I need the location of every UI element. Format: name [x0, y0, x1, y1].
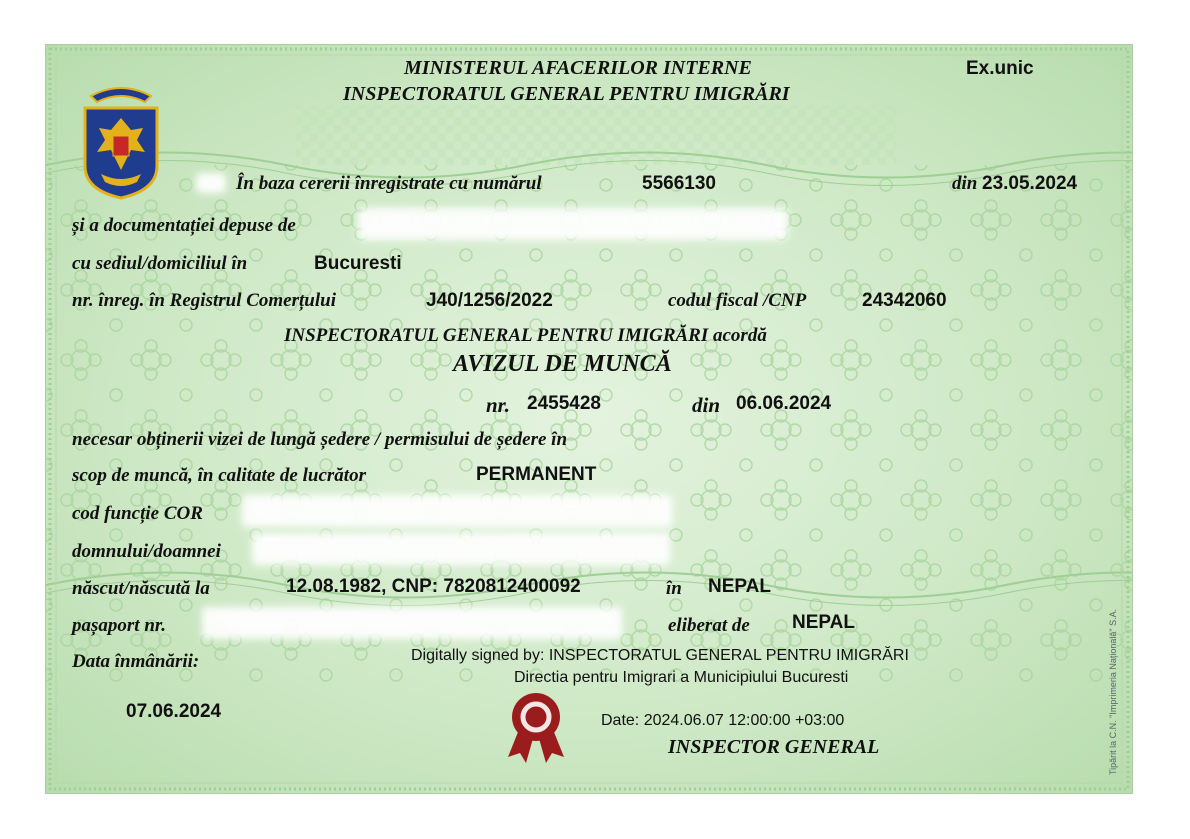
registry-value: J40/1256/2022: [426, 290, 553, 311]
permit-din-label: din: [692, 393, 721, 417]
request-date: 23.05.2024: [982, 173, 1078, 194]
documentation-label: și a documentației depuse de: [72, 215, 296, 236]
signature-date: Date: 2024.06.07 12:00:00 +03:00: [601, 712, 845, 729]
ministry-title: MINISTERUL AFACERILOR INTERNE: [404, 57, 752, 79]
request-number: 5566130: [642, 173, 716, 194]
seat-label: cu sediul/domiciliul în: [72, 253, 248, 274]
permit-title: AVIZUL DE MUNCĂ: [453, 351, 672, 377]
printer-note: Tipărit la C.N. "Imprimeria Națională" S.A.: [1108, 608, 1118, 775]
seat-value: Bucuresti: [314, 253, 402, 274]
cor-label: cod funcție COR: [72, 503, 203, 524]
delivery-label: Data înmânării:: [72, 651, 200, 672]
birth-label: născut/născută la: [72, 578, 210, 599]
work-permit-document: [45, 44, 1133, 794]
fiscal-value: 24342060: [862, 290, 947, 311]
inspectorate-title: INSPECTORATUL GENERAL PENTRU IMIGRĂRI: [343, 83, 790, 105]
fiscal-label: codul fiscal /CNP: [668, 290, 807, 311]
digital-seal-icon: [504, 691, 568, 765]
redacted-passport: [202, 607, 622, 639]
birth-country: NEPAL: [708, 576, 771, 597]
purpose-line-2: scop de muncă, în calitate de lucrător: [72, 465, 366, 486]
signature-line-2: Directia pentru Imigrari a Municipiului Bucuresti: [514, 669, 849, 686]
coat-of-arms-icon: [81, 78, 161, 200]
permit-date: 06.06.2024: [736, 393, 832, 414]
worker-type: PERMANENT: [476, 464, 597, 485]
registry-label: nr. înreg. în Registrul Comerțului: [72, 290, 336, 311]
permit-number: 2455428: [527, 393, 601, 414]
purpose-line-1: necesar obținerii vizei de lungă ședere / permisului de ședere în: [72, 429, 568, 450]
birth-in-label: în: [666, 578, 682, 599]
delivery-date: 07.06.2024: [126, 701, 222, 722]
request-label: În baza cererii înregistrate cu numărul: [236, 173, 542, 194]
signer-role: INSPECTOR GENERAL: [668, 736, 880, 758]
redacted-person: [252, 533, 670, 565]
permit-nr-label: nr.: [486, 393, 510, 417]
passport-label: pașaport nr.: [72, 615, 166, 636]
signature-line-1: Digitally signed by: INSPECTORATUL GENERAL PENTRU IMIGRĂRI: [411, 647, 909, 664]
birth-value: 12.08.1982, CNP: 7820812400092: [286, 576, 581, 597]
copy-label: Ex.unic: [966, 58, 1034, 79]
issued-label: eliberat de: [668, 615, 750, 636]
issued-value: NEPAL: [792, 612, 855, 633]
redacted-applicant: [358, 208, 788, 240]
grant-line: INSPECTORATUL GENERAL PENTRU IMIGRĂRI acordă: [284, 325, 767, 346]
request-date-label: din: [952, 173, 978, 194]
redacted-cor: [242, 495, 672, 527]
redacted-area: [196, 173, 226, 193]
person-label: domnului/doamnei: [72, 541, 221, 562]
